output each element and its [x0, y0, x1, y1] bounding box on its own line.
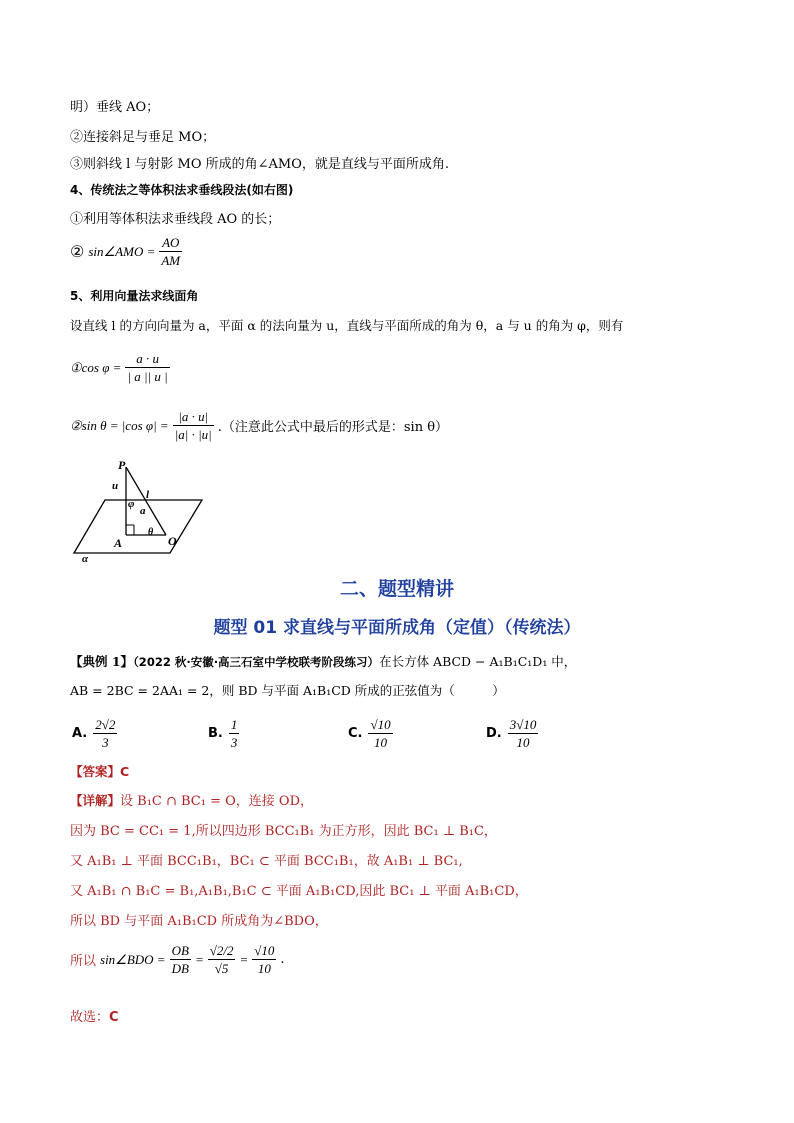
detail-line-1: [70, 790, 313, 809]
equals-sign: =: [194, 951, 204, 967]
example-tag: 【典例 1】: [70, 654, 134, 669]
formula-index: ②: [70, 242, 85, 261]
fraction-denominator: 10: [516, 735, 530, 750]
option-label: A.: [72, 726, 88, 741]
conclusion: [70, 1006, 119, 1025]
fraction-numerator: √10: [370, 717, 391, 732]
fraction-denominator: 3: [230, 735, 238, 750]
heading-5: 5、利用向量法求线面角: [70, 289, 199, 303]
answer-value: C: [120, 764, 130, 779]
fraction-denominator: 3: [102, 735, 109, 750]
detail-line-3: 又 A₁B₁ ⊥ 平面 BCC₁B₁，BC₁ ⊂ 平面 BCC₁B₁，故 A₁B₁ ⊥ BC₁,: [70, 854, 463, 869]
fraction-numerator: AO: [159, 234, 182, 252]
fraction-result: [252, 942, 276, 977]
label-alpha: α: [82, 553, 89, 565]
option-a[interactable]: [72, 716, 117, 751]
heading-4: 4、传统法之等体积法求垂线段法(如右图): [70, 183, 294, 197]
equals-sign: =: [239, 951, 249, 967]
label-u: u: [112, 480, 119, 492]
fraction-denominator: |a| · |u|: [174, 427, 212, 442]
detail-line-5: 所以 BD 与平面 A₁B₁CD 所成角为∠BDO，: [70, 914, 328, 929]
option-label: B.: [208, 726, 223, 741]
text-line-7: 设直线 l 的方向向量为 a，平面 α 的法向量为 u，直线与平面所成的角为 θ，a 与 u 的角为 φ，则有: [70, 318, 624, 333]
formula-lhs: sin∠BDO =: [100, 951, 166, 967]
label-a: a: [140, 505, 146, 517]
formula-lhs: ①cos φ =: [70, 359, 122, 375]
formula-cos-phi: [70, 350, 170, 385]
detail-text: 设 B₁C ∩ BC₁ = O，连接 OD，: [120, 794, 313, 809]
fraction-ob-db: [170, 942, 191, 977]
detail-line-2: 因为 BC = CC₁ = 1,所以四边形 BCC₁B₁ 为正方形，因此 BC₁ ⊥ B₁C，: [70, 824, 497, 839]
option-label: C.: [348, 726, 363, 741]
answer: [70, 762, 129, 780]
fraction-denominator: 10: [374, 735, 388, 750]
option-label: D.: [486, 726, 502, 741]
label-theta: θ: [148, 527, 154, 538]
option-b[interactable]: [208, 716, 239, 751]
answer-tag: 【答案】: [70, 764, 121, 779]
example-text-2: AB = 2BC = 2AA₁ = 2，则 BD 与平面 A₁B₁CD 所成的正弦值为（ ）: [70, 683, 505, 698]
text-line-5: ①利用等体积法求垂线段 AO 的长；: [70, 212, 281, 227]
option-c[interactable]: [348, 716, 393, 751]
text-line-1: 明）垂线 AO；: [70, 100, 160, 115]
fraction-denominator: 10: [257, 961, 271, 976]
fraction-numerator: √2/2: [209, 943, 234, 958]
fraction-denominator: √5: [214, 961, 229, 976]
fraction-root2-root5: [208, 942, 236, 977]
formula-sin-theta: [70, 408, 448, 443]
fraction-sin-theta: [173, 408, 214, 443]
fraction-denominator: | a || u |: [127, 369, 168, 384]
label-l: l: [146, 489, 150, 501]
fraction-numerator: 2√2: [95, 717, 116, 732]
section-subtitle: 题型 01 求直线与平面所成角（定值）（传统法）: [213, 618, 581, 638]
formula-note: .（注意此公式中最后的形式是：sin θ）: [217, 420, 449, 435]
fraction-numerator: a · u: [125, 350, 169, 368]
fraction-numerator: OB: [171, 943, 189, 958]
example-source: （2022 秋·安徽·高三石室中学校联考阶段练习）: [133, 655, 380, 669]
option-fraction: [368, 716, 392, 751]
label-phi: φ: [128, 498, 135, 510]
option-fraction: [508, 716, 539, 751]
option-fraction: [93, 716, 117, 751]
option-d[interactable]: [486, 716, 538, 751]
fraction-denominator: AM: [161, 253, 181, 268]
example-text-1: 在长方体 ABCD − A₁B₁C₁D₁ 中，: [379, 654, 577, 669]
option-fraction: [229, 716, 240, 751]
fraction-cos-phi: [125, 350, 169, 385]
detail-tag: 【详解】: [70, 793, 121, 808]
fraction-numerator: 1: [230, 717, 238, 732]
conclusion-prefix: 故选：: [70, 1010, 110, 1025]
example-heading: [70, 652, 576, 670]
label-o: O: [168, 534, 177, 548]
plane-alpha: [74, 500, 202, 553]
detail-prefix: 所以: [70, 954, 97, 969]
text-line-3: ③则斜线 l 与射影 MO 所成的角∠AMO，就是直线与平面所成角.: [70, 157, 450, 172]
formula-sin-amo: [70, 234, 182, 269]
fraction-numerator: |a · u|: [173, 408, 214, 426]
fraction-numerator: √10: [254, 943, 275, 958]
fraction-ao-am: [159, 234, 182, 269]
label-point-a: A: [114, 536, 123, 550]
label-p: P: [118, 458, 126, 472]
line-plane-angle-figure: [70, 455, 210, 565]
formula-lhs: sin∠AMO =: [88, 243, 156, 259]
fraction-numerator: 3√10: [509, 717, 537, 732]
text-line-2: ②连接斜足与垂足 MO；: [70, 130, 216, 145]
detail-line-4: 又 A₁B₁ ∩ B₁C = B₁,A₁B₁,B₁C ⊂ 平面 A₁B₁CD,因此 BC₁ ⊥ 平面 A₁B₁CD，: [70, 884, 528, 899]
period: .: [280, 952, 285, 967]
formula-lhs: ②sin θ = |cos φ| =: [70, 417, 169, 433]
section-title: 二、题型精讲: [339, 578, 454, 600]
conclusion-value: C: [109, 1010, 119, 1025]
detail-line-6: [70, 942, 285, 977]
fraction-denominator: DB: [171, 961, 189, 976]
